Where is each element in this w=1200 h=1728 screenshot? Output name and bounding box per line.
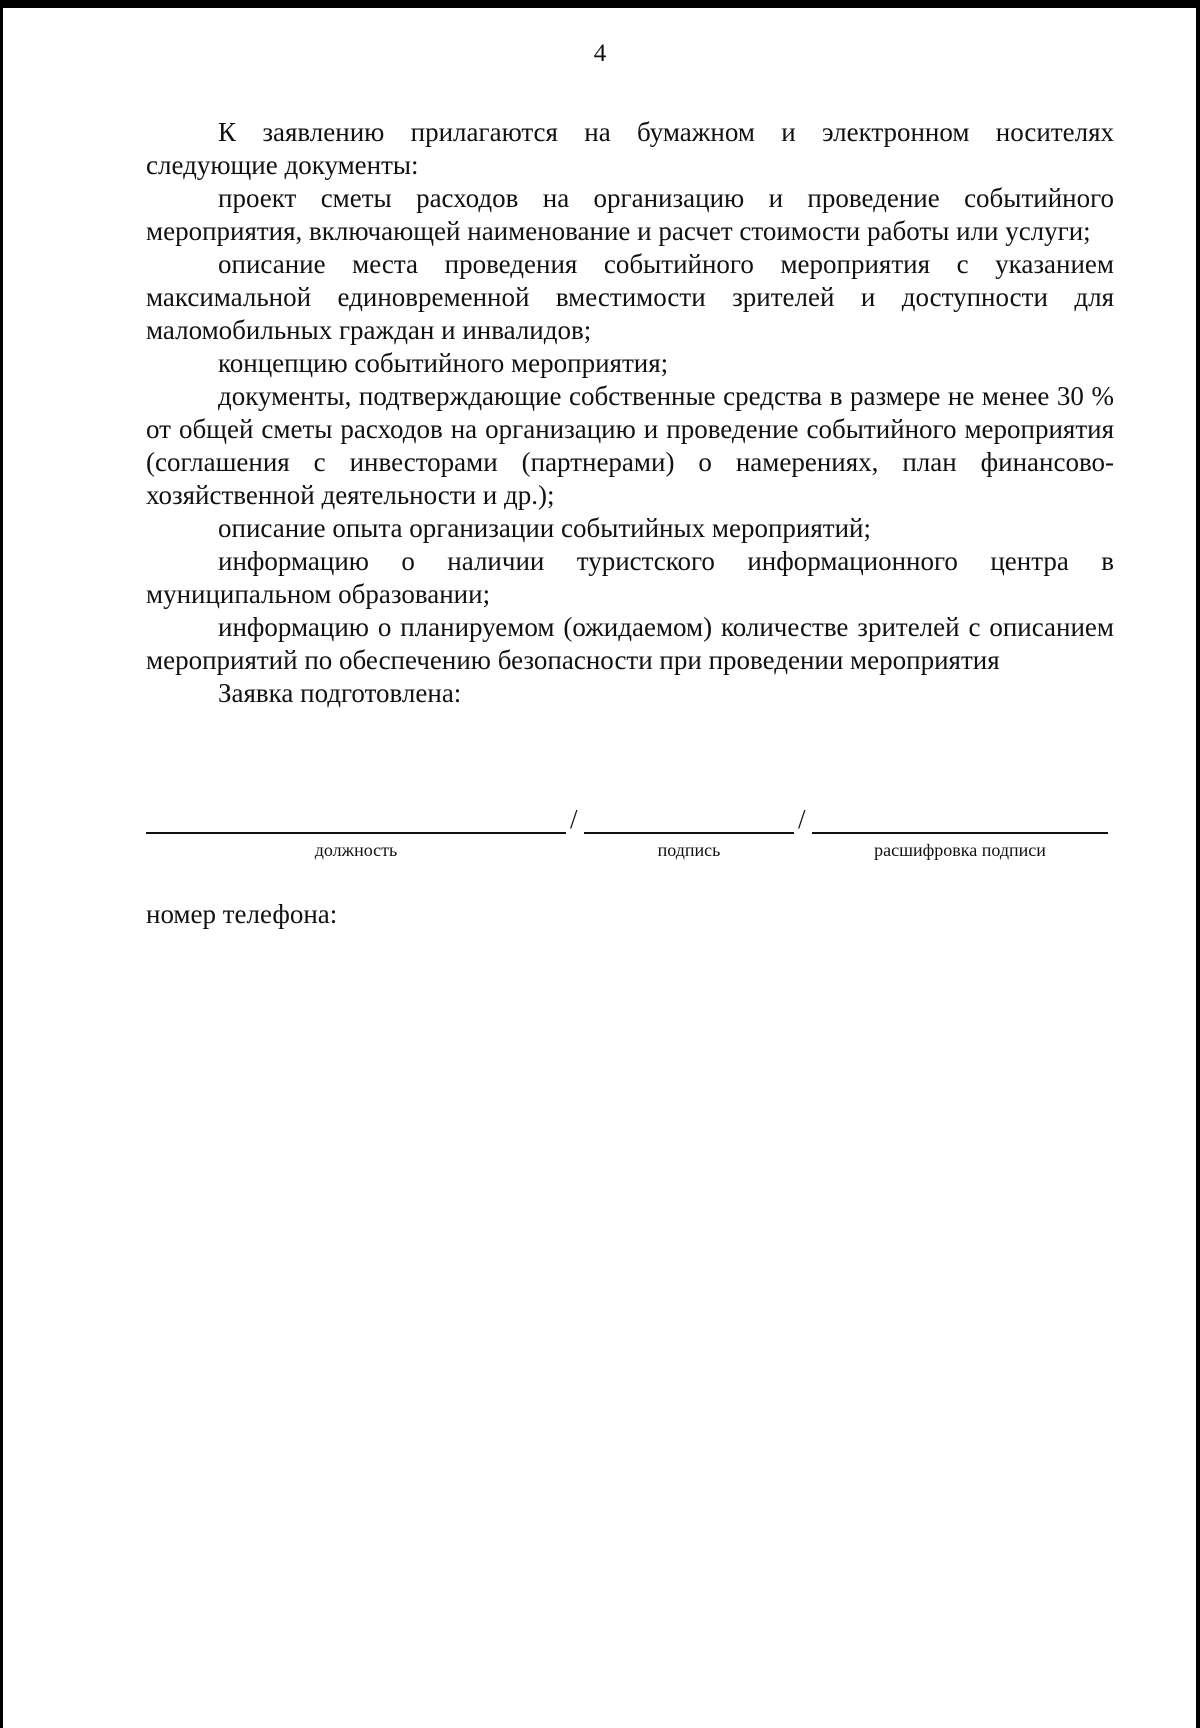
paragraph-spectators: информацию о планируемом (ожидаемом) количестве зрителей с описанием мероприятий по обеспечению безопасности при проведении мероприятия <box>146 612 1114 675</box>
signature-label: подпись <box>657 840 721 860</box>
separator-slash: / <box>570 804 578 834</box>
position-label: должность <box>314 840 398 860</box>
scan-border-left <box>0 0 3 1728</box>
separator-slash: / <box>798 804 806 834</box>
paragraph-tourist-center: информацию о наличии туристского информационного центра в муниципальном образовании; <box>146 546 1114 609</box>
paragraph-concept: концепцию событийного мероприятия; <box>218 348 669 378</box>
scan-border-right <box>1196 0 1200 1728</box>
signature-line <box>584 832 794 834</box>
document-body <box>146 116 1114 710</box>
paragraph-prepared-by: Заявка подготовлена: <box>218 678 462 708</box>
paragraph-venue: описание места проведения событийного мероприятия с указанием максимальной единовременной вместимости зрителей и доступности для маломобильных граждан и инвалидов; <box>146 249 1114 345</box>
paragraph-estimate: проект сметы расходов на организацию и проведение событийного мероприятия, включающей наименование и расчет стоимости работы или услуги; <box>146 183 1114 246</box>
paragraph-experience: описание опыта организации событийных мероприятий; <box>218 513 871 543</box>
paragraph-intro: К заявлению прилагаются на бумажном и электронном носителях следующие документы: <box>146 117 1114 180</box>
paragraph-own-funds: документы, подтверждающие собственные средства в размере не менее 30 % от общей сметы расходов на организацию и проведение событийного мероприятия (соглашения с инвесторами (партнерами) о намерениях, план финансово-хозяйственной деятельности и др.); <box>146 381 1114 510</box>
phone-label: номер телефона: <box>146 899 338 929</box>
decoding-line <box>812 832 1108 834</box>
position-line <box>146 832 566 834</box>
decoding-label: расшифровка подписи <box>874 840 1046 860</box>
scan-border-top <box>0 0 1200 8</box>
signature-block <box>146 804 1108 878</box>
page-number: 4 <box>593 40 607 67</box>
